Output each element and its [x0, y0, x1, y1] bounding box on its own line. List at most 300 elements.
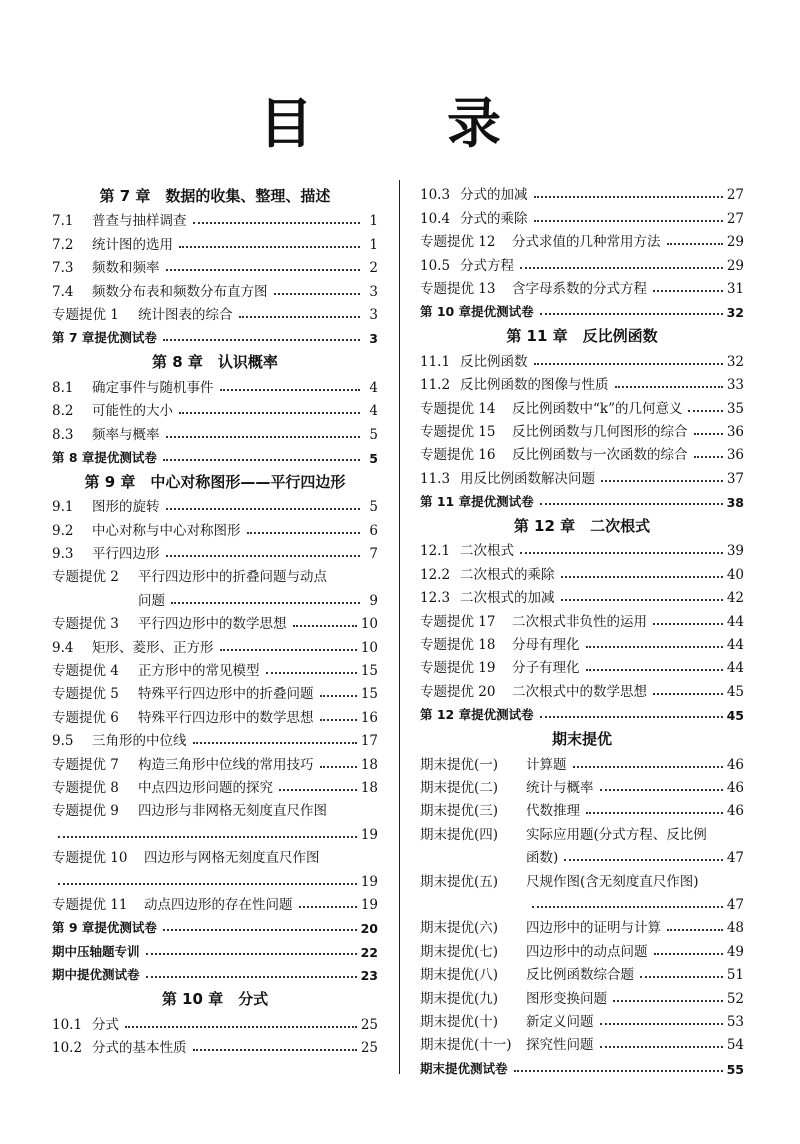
- entry-number: 7.4: [52, 283, 74, 300]
- toc-entry: [420, 417, 744, 440]
- toc-entry: [52, 562, 378, 585]
- entry-title: 第 8 章提优测试卷: [52, 449, 157, 465]
- leader-dots: [166, 508, 361, 510]
- page-number: 46: [726, 779, 744, 796]
- entry-number: 期末提优(十一): [420, 1037, 512, 1054]
- toc-entry: [52, 1033, 378, 1056]
- leader-dots: [561, 599, 723, 601]
- page-number: 18: [360, 779, 378, 796]
- leader-dots: [179, 246, 360, 248]
- entry-number: 专题提优 15: [420, 423, 496, 440]
- entry-number: 专题提优 20: [420, 683, 496, 700]
- entry-title: 二次根式的加减: [460, 590, 555, 607]
- page-number: 3: [369, 331, 378, 347]
- entry-title: 含字母系数的分式方程: [512, 280, 647, 297]
- page-number: 15: [360, 663, 378, 680]
- toc-entry: [52, 492, 378, 515]
- toc-entry: [52, 539, 378, 562]
- page-number: 48: [726, 920, 744, 937]
- leader-dots: [320, 766, 357, 768]
- page-number: 18: [360, 756, 378, 773]
- leader-dots: [667, 243, 723, 245]
- page-number: 35: [726, 400, 744, 417]
- entry-title: 普查与抽样调查: [92, 213, 187, 230]
- leader-dots: [520, 267, 723, 269]
- toc-entry-continued: [52, 585, 378, 608]
- leader-dots: [534, 363, 723, 365]
- page-number: 54: [726, 1037, 744, 1054]
- entry-title: 反比例函数与几何图形的综合: [512, 423, 688, 440]
- entry-title: 频率与概率: [92, 426, 160, 443]
- entry-number: 专题提优 9: [52, 803, 119, 820]
- chapter-heading: 第 11 章 反比例函数: [506, 327, 658, 346]
- toc-entry: [420, 653, 744, 676]
- page-number: 25: [360, 1016, 378, 1033]
- toc-entry: [420, 960, 744, 983]
- page-number: 16: [360, 709, 378, 726]
- test-paper-entry: [52, 323, 378, 346]
- leader-dots: [573, 766, 723, 768]
- entry-number: 9.1: [52, 499, 74, 516]
- entry-title: 反比例函数的图像与性质: [460, 377, 609, 394]
- page-number: 47: [726, 850, 744, 867]
- entry-title: 分式: [92, 1016, 119, 1033]
- chapter-heading: 第 12 章 二次根式: [513, 517, 651, 536]
- leader-dots: [146, 976, 357, 978]
- entry-title: 反比例函数中“k”的几何意义: [512, 400, 683, 417]
- entry-number: 专题提优 14: [420, 400, 496, 417]
- page-number: 10: [360, 639, 378, 656]
- entry-number: 专题提优 7: [52, 756, 119, 773]
- toc-entry: [420, 559, 744, 582]
- entry-title: 动点四边形的存在性问题: [144, 896, 293, 913]
- entry-number: 10.2: [52, 1039, 83, 1056]
- entry-title: 构造三角形中位线的常用技巧: [138, 756, 314, 773]
- entry-number: 专题提优 10: [52, 850, 128, 867]
- toc-right-column: [420, 180, 744, 1077]
- page-number: 6: [369, 522, 378, 539]
- leader-dots: [653, 623, 723, 625]
- page-number: 32: [726, 353, 744, 370]
- leader-dots: [166, 436, 361, 438]
- toc-entry: [420, 983, 744, 1006]
- toc-entry: [420, 536, 744, 559]
- toc-entry: [52, 656, 378, 679]
- entry-title: 矩形、菱形、正方形: [92, 639, 214, 656]
- chapter-heading: 第 7 章 数据的收集、整理、描述: [99, 187, 331, 205]
- entry-number: 期末提优(七): [420, 943, 499, 960]
- page-number: 29: [726, 257, 744, 274]
- toc-entry: [420, 796, 744, 819]
- entry-title: 期中压轴题专训: [52, 943, 140, 959]
- entry-number: 7.3: [52, 260, 74, 277]
- test-paper-entry: [52, 443, 378, 466]
- leader-dots: [163, 929, 357, 931]
- leader-dots: [600, 789, 723, 791]
- leader-dots: [540, 716, 723, 718]
- entry-title: 实际应用题(分式方程、反比例: [526, 826, 707, 843]
- entry-title: 四边形中的动点问题: [526, 943, 648, 960]
- entry-number: 专题提优 18: [420, 637, 496, 654]
- leader-dots: [561, 576, 723, 578]
- page-number: 44: [726, 637, 744, 654]
- entry-number: 专题提优 1: [52, 306, 119, 323]
- toc-entry: [420, 749, 744, 772]
- entry-title: 分式求值的几种常用方法: [512, 234, 661, 251]
- toc-entry: [420, 1030, 744, 1053]
- page-number: 47: [726, 896, 744, 913]
- entry-title: 图形变换问题: [526, 990, 607, 1007]
- column-divider: [399, 180, 400, 1074]
- entry-number: 期末提优(四): [420, 826, 499, 843]
- chapter-heading: 第 9 章 中心对称图形——平行四边形: [84, 472, 346, 491]
- entry-number: 期末提优(六): [420, 920, 499, 937]
- page-number: 4: [369, 379, 378, 396]
- entry-number: 8.3: [52, 426, 74, 443]
- leader-dots: [564, 859, 723, 861]
- leader-dots: [514, 1070, 723, 1072]
- entry-title: 分母有理化: [512, 637, 580, 654]
- page-number: 33: [726, 377, 744, 394]
- leader-dots: [239, 316, 361, 318]
- entry-number: 期末提优(二): [420, 779, 499, 796]
- entry-title: 函数): [526, 850, 559, 867]
- entry-number: 专题提优 3: [52, 616, 119, 633]
- page-number: 2: [369, 260, 378, 277]
- page-number: 23: [360, 968, 378, 984]
- entry-title: 第 11 章提优测试卷: [420, 494, 534, 510]
- entry-number: 期末提优(五): [420, 873, 499, 890]
- entry-title: 尺规作图(含无刻度直尺作图): [526, 873, 699, 890]
- leader-dots: [146, 953, 357, 955]
- page-number: 42: [726, 590, 744, 607]
- page-number: 27: [726, 187, 744, 204]
- page-number: 10: [360, 616, 378, 633]
- leader-dots: [58, 883, 357, 885]
- entry-number: 11.1: [420, 353, 451, 370]
- page-title: 目 录: [259, 92, 541, 155]
- entry-title: 图形的旋转: [92, 499, 160, 516]
- entry-title: 正方形中的常见模型: [138, 663, 260, 680]
- entry-number: 7.2: [52, 236, 74, 253]
- page-number: 52: [726, 990, 744, 1007]
- entry-title: 分式的乘除: [460, 210, 528, 227]
- entry-title: 分式的加减: [460, 187, 528, 204]
- entry-title: 新定义问题: [526, 1013, 594, 1030]
- leader-dots: [534, 220, 723, 222]
- entry-number: 专题提优 6: [52, 709, 119, 726]
- leader-dots: [299, 906, 357, 908]
- toc-entry: [420, 913, 744, 936]
- page-number: 5: [369, 450, 378, 466]
- toc-entry: [420, 866, 744, 889]
- entry-number: 10.4: [420, 210, 451, 227]
- toc-entry: [52, 843, 378, 866]
- page-number: 4: [369, 403, 378, 420]
- entry-title: 四边形与网格无刻度直尺作图: [144, 850, 320, 867]
- leader-dots: [640, 976, 723, 978]
- toc-entry: [420, 583, 744, 606]
- toc-entry: [52, 229, 378, 252]
- entry-title: 分子有理化: [512, 660, 580, 677]
- toc-entry: [52, 372, 378, 395]
- entry-number: 专题提优 17: [420, 613, 496, 630]
- page-number: 25: [360, 1039, 378, 1056]
- leader-dots: [586, 812, 723, 814]
- entry-title: 统计图表的综合: [138, 306, 233, 323]
- leader-dots: [586, 669, 723, 671]
- chapter-heading: 期末提优: [551, 730, 612, 749]
- test-paper-entry: [420, 487, 744, 510]
- entry-title: 第 10 章提优测试卷: [420, 304, 534, 320]
- leader-dots: [193, 222, 361, 224]
- entry-title: 平行四边形: [92, 546, 160, 563]
- toc-entry: [52, 679, 378, 702]
- entry-title: 统计与概率: [526, 779, 594, 796]
- entry-title: 分式的基本性质: [92, 1039, 187, 1056]
- test-paper-entry: [52, 936, 378, 959]
- toc-entry: [52, 276, 378, 299]
- test-paper-entry: [52, 913, 378, 936]
- toc-entry: [420, 819, 744, 842]
- entry-number: 期末提优(九): [420, 990, 499, 1007]
- page-number: 20: [360, 921, 378, 937]
- toc-entry-continued: [52, 866, 378, 889]
- entry-number: 9.2: [52, 522, 74, 539]
- page-number: 31: [726, 280, 744, 297]
- entry-title: 反比例函数综合题: [526, 967, 634, 984]
- entry-title: 四边形中的证明与计算: [526, 920, 661, 937]
- leader-dots: [220, 649, 357, 651]
- toc-entry: [52, 253, 378, 276]
- leader-dots: [320, 719, 357, 721]
- page-number: 49: [726, 943, 744, 960]
- test-paper-entry: [420, 297, 744, 320]
- entry-title: 平行四边形中的折叠问题与动点: [138, 569, 327, 586]
- page-number: 38: [726, 495, 744, 511]
- leader-dots: [163, 459, 360, 461]
- entry-number: 专题提优 8: [52, 779, 119, 796]
- toc-entry: [420, 463, 744, 486]
- toc-entry: [52, 515, 378, 538]
- leader-dots: [667, 929, 723, 931]
- leader-dots: [532, 906, 723, 908]
- page-number: 40: [726, 566, 744, 583]
- entry-title: 第 12 章提优测试卷: [420, 707, 534, 723]
- entry-number: 专题提优 16: [420, 447, 496, 464]
- entry-title: 分式方程: [460, 257, 514, 274]
- entry-number: 8.2: [52, 403, 74, 420]
- toc-entry: [420, 203, 744, 226]
- entry-number: 专题提优 2: [52, 569, 119, 586]
- leader-dots: [320, 695, 357, 697]
- toc-entry: [420, 180, 744, 203]
- toc-entry: [52, 702, 378, 725]
- entry-title: 统计图的选用: [92, 236, 173, 253]
- entry-title: 特殊平行四边形中的数学思想: [138, 709, 314, 726]
- toc-entry: [52, 300, 378, 323]
- entry-title: 问题: [138, 592, 165, 609]
- leader-dots: [247, 532, 361, 534]
- entry-number: 专题提优 12: [420, 234, 496, 251]
- entry-title: 平行四边形中的数学思想: [138, 616, 287, 633]
- entry-title: 中心对称与中心对称图形: [92, 522, 241, 539]
- leader-dots: [58, 836, 357, 838]
- entry-number: 10.3: [420, 187, 451, 204]
- leader-dots: [540, 313, 723, 315]
- page-number: 45: [726, 708, 744, 724]
- entry-title: 特殊平行四边形中的折叠问题: [138, 686, 314, 703]
- entry-title: 二次根式的乘除: [460, 566, 555, 583]
- entry-title: 三角形的中位线: [92, 733, 187, 750]
- test-paper-entry: [420, 1053, 744, 1076]
- toc-entry: [420, 1007, 744, 1030]
- toc-entry: [52, 396, 378, 419]
- entry-number: 期末提优(八): [420, 967, 499, 984]
- entry-number: 9.5: [52, 733, 74, 750]
- leader-dots: [293, 625, 357, 627]
- leader-dots: [694, 433, 723, 435]
- toc-entry: [420, 393, 744, 416]
- toc-entry: [420, 370, 744, 393]
- toc-entry: [52, 1009, 378, 1032]
- leader-dots: [193, 1049, 357, 1051]
- leader-dots: [600, 1023, 723, 1025]
- entry-number: 10.5: [420, 257, 451, 274]
- entry-number: 9.3: [52, 546, 74, 563]
- toc-entry: [52, 419, 378, 442]
- page-number: 55: [726, 1061, 744, 1077]
- page-number: 15: [360, 686, 378, 703]
- toc-entry: [52, 749, 378, 772]
- page-number: 1: [369, 213, 378, 230]
- page-number: 9: [369, 592, 378, 609]
- leader-dots: [266, 672, 357, 674]
- leader-dots: [193, 742, 357, 744]
- page-number: 46: [726, 756, 744, 773]
- toc-entry-continued: [420, 890, 744, 913]
- leader-dots: [179, 412, 360, 414]
- page-number: 39: [726, 543, 744, 560]
- toc-entry: [52, 796, 378, 819]
- toc-entry: [420, 440, 744, 463]
- toc-left-column: [52, 180, 378, 1056]
- leader-dots: [601, 480, 723, 482]
- toc-entry: [52, 206, 378, 229]
- leader-dots: [220, 389, 361, 391]
- toc-entry: [420, 773, 744, 796]
- entry-title: 可能性的大小: [92, 403, 173, 420]
- page-number: 37: [726, 470, 744, 487]
- leader-dots: [166, 555, 361, 557]
- entry-number: 期末提优(一): [420, 756, 499, 773]
- page-number: 46: [726, 803, 744, 820]
- leader-dots: [274, 293, 361, 295]
- entry-number: 专题提优 11: [52, 896, 128, 913]
- entry-title: 四边形与非网格无刻度直尺作图: [138, 803, 327, 820]
- entry-title: 二次根式中的数学思想: [512, 683, 647, 700]
- entry-number: 8.1: [52, 379, 74, 396]
- entry-title: 第 7 章提优测试卷: [52, 330, 157, 346]
- entry-title: 确定事件与随机事件: [92, 379, 214, 396]
- page-number: 27: [726, 210, 744, 227]
- entry-title: 二次根式: [460, 543, 514, 560]
- toc-entry: [52, 773, 378, 796]
- entry-number: 专题提优 19: [420, 660, 496, 677]
- page-number: 1: [369, 236, 378, 253]
- entry-number: 11.2: [420, 377, 451, 394]
- entry-title: 计算题: [526, 756, 567, 773]
- leader-dots: [279, 789, 357, 791]
- toc-entry: [420, 250, 744, 273]
- leader-dots: [688, 410, 722, 412]
- entry-number: 期末提优(十): [420, 1013, 499, 1030]
- page-number: 22: [360, 944, 378, 960]
- entry-title: 频数和频率: [92, 260, 160, 277]
- entry-number: 7.1: [52, 213, 74, 230]
- leader-dots: [600, 1046, 723, 1048]
- entry-title: 反比例函数: [460, 353, 528, 370]
- test-paper-entry: [420, 700, 744, 723]
- page-number: 44: [726, 660, 744, 677]
- entry-number: 11.3: [420, 470, 451, 487]
- page-number: 3: [369, 283, 378, 300]
- toc-entry: [420, 936, 744, 959]
- page-number: 45: [726, 683, 744, 700]
- leader-dots: [653, 290, 723, 292]
- entry-number: 专题提优 5: [52, 686, 119, 703]
- toc-entry: [420, 630, 744, 653]
- leader-dots: [615, 386, 723, 388]
- entry-title: 期末提优测试卷: [420, 1060, 508, 1076]
- leader-dots: [540, 503, 723, 505]
- entry-title: 二次根式非负性的运用: [512, 613, 647, 630]
- entry-title: 中点四边形问题的探究: [138, 779, 273, 796]
- toc-entry: [420, 274, 744, 297]
- toc-entry: [420, 346, 744, 369]
- page-number: 19: [360, 873, 378, 890]
- page-number: 53: [726, 1013, 744, 1030]
- entry-title: 用反比例函数解决问题: [460, 470, 595, 487]
- leader-dots: [166, 269, 361, 271]
- page-number: 51: [726, 967, 744, 984]
- entry-number: 12.2: [420, 566, 451, 583]
- toc-entry: [420, 606, 744, 629]
- leader-dots: [171, 602, 360, 604]
- toc-entry-continued: [420, 843, 744, 866]
- entry-title: 代数推理: [526, 803, 580, 820]
- page-number: 29: [726, 234, 744, 251]
- page-number: 3: [369, 306, 378, 323]
- page-number: 19: [360, 826, 378, 843]
- leader-dots: [520, 552, 723, 554]
- toc-entry: [52, 890, 378, 913]
- entry-number: 期末提优(三): [420, 803, 499, 820]
- entry-number: 专题提优 4: [52, 663, 119, 680]
- entry-title: 探究性问题: [526, 1037, 594, 1054]
- leader-dots: [125, 1026, 357, 1028]
- page-number: 19: [360, 896, 378, 913]
- toc-entry: [420, 676, 744, 699]
- leader-dots: [654, 953, 723, 955]
- page-number: 5: [369, 499, 378, 516]
- test-paper-entry: [52, 960, 378, 983]
- entry-number: 9.4: [52, 639, 74, 656]
- entry-number: 专题提优 13: [420, 280, 496, 297]
- leader-dots: [534, 196, 723, 198]
- chapter-heading: 第 10 章 分式: [161, 990, 269, 1009]
- page-number: 32: [726, 305, 744, 321]
